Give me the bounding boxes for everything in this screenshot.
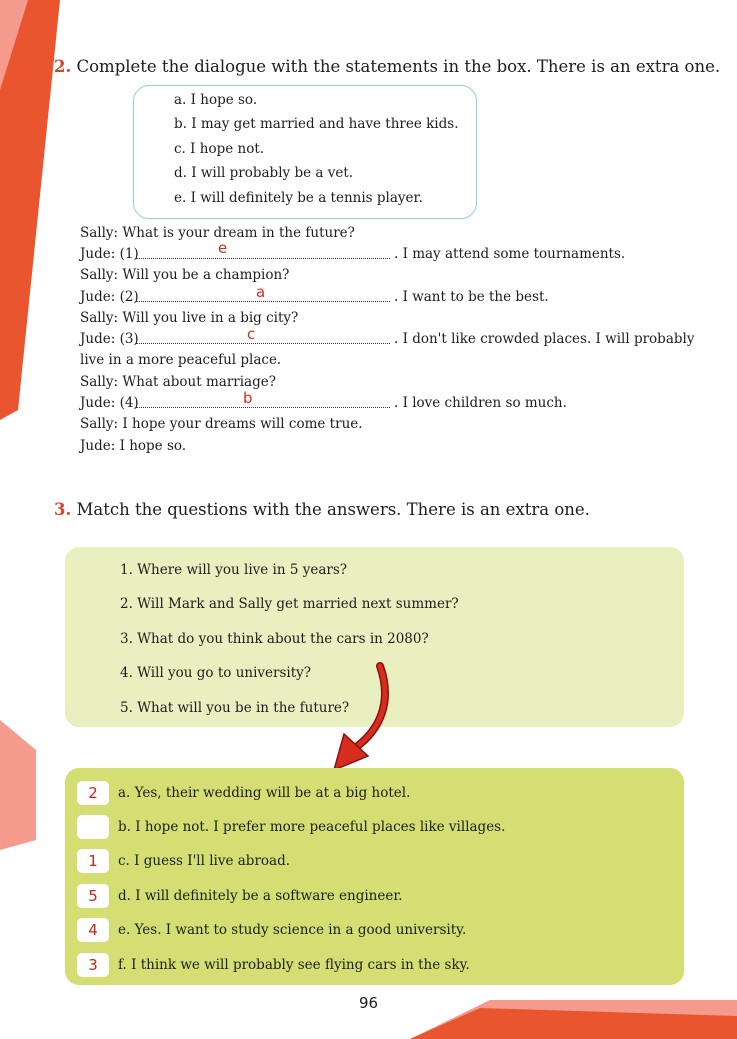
answer-text: d. I will definitely be a software engineer. <box>118 888 403 904</box>
answer-number-box[interactable]: 5 <box>77 884 109 908</box>
question-item: 1. Where will you live in 5 years? <box>120 562 348 578</box>
answer-blank-2[interactable] <box>136 301 390 302</box>
dialogue-continuation: . I don't like crowded places. I will probably <box>394 331 695 347</box>
answer-blank-3[interactable] <box>136 343 390 344</box>
answer-number-box[interactable]: 2 <box>77 781 109 805</box>
answers-box <box>65 768 684 985</box>
dialogue-continuation: . I may attend some tournaments. <box>394 246 626 262</box>
answer-text: f. I think we will probably see flying cars in the sky. <box>118 957 470 973</box>
statement-a: a. I hope so. <box>174 92 258 108</box>
answer-text: b. I hope not. I prefer more peaceful places like villages. <box>118 819 506 835</box>
statement-b: b. I may get married and have three kids. <box>174 116 459 132</box>
answer-number-box[interactable] <box>77 815 109 839</box>
answer-text: c. I guess I'll live abroad. <box>118 853 291 869</box>
dialogue-continuation: . I love children so much. <box>394 395 567 411</box>
exercise-2-number: 2. <box>54 57 72 76</box>
dialogue-line: Sally: Will you be a champion? <box>80 267 290 283</box>
question-item: 4. Will you go to university? <box>120 665 312 681</box>
statements-box <box>133 85 477 219</box>
exercise-3-instruction: Match the questions with the answers. There is an extra one. <box>76 500 590 519</box>
handwritten-answer-2: a <box>256 283 266 301</box>
exercise-2-title <box>54 57 720 76</box>
page-number: 96 <box>358 994 379 1012</box>
exercise-3-title <box>54 500 590 519</box>
arrow-icon <box>330 660 400 775</box>
dialogue-line: Sally: What is your dream in the future? <box>80 225 355 241</box>
dialogue-line: Jude: I hope so. <box>80 438 187 454</box>
answer-number-box[interactable]: 4 <box>77 918 109 942</box>
dialogue-line: live in a more peaceful place. <box>80 352 282 368</box>
question-item: 2. Will Mark and Sally get married next summer? <box>120 596 459 612</box>
dialogue-line: Sally: Will you live in a big city? <box>80 310 299 326</box>
statement-d: d. I will probably be a vet. <box>174 165 354 181</box>
handwritten-answer-1: e <box>218 239 228 257</box>
question-item: 3. What do you think about the cars in 2080? <box>120 631 429 647</box>
answer-number-box[interactable]: 1 <box>77 849 109 873</box>
dialogue-line: Sally: What about marriage? <box>80 374 276 390</box>
answer-text: e. Yes. I want to study science in a good university. <box>118 922 467 938</box>
dialogue-line: Jude: (3) <box>80 331 139 347</box>
dialogue-line: Sally: I hope your dreams will come true. <box>80 416 363 432</box>
exercise-3-number: 3. <box>54 500 72 519</box>
handwritten-answer-4: b <box>243 389 253 407</box>
dialogue-line: Jude: (1) <box>80 246 139 262</box>
dialogue-line: Jude: (2) <box>80 289 139 305</box>
handwritten-answer-3: c <box>247 325 256 343</box>
exercise-2-instruction: Complete the dialogue with the statements in the box. There is an extra one. <box>76 57 721 76</box>
answer-text: a. Yes, their wedding will be at a big hotel. <box>118 785 411 801</box>
question-item: 5. What will you be in the future? <box>120 700 350 716</box>
left-edge-decoration <box>0 720 40 850</box>
statement-e: e. I will definitely be a tennis player. <box>174 190 423 206</box>
answer-blank-1[interactable] <box>136 258 390 259</box>
answer-number-box[interactable]: 3 <box>77 953 109 977</box>
statement-c: c. I hope not. <box>174 141 265 157</box>
answer-blank-4[interactable] <box>136 407 390 408</box>
dialogue-continuation: . I want to be the best. <box>394 289 549 305</box>
dialogue-line: Jude: (4) <box>80 395 139 411</box>
